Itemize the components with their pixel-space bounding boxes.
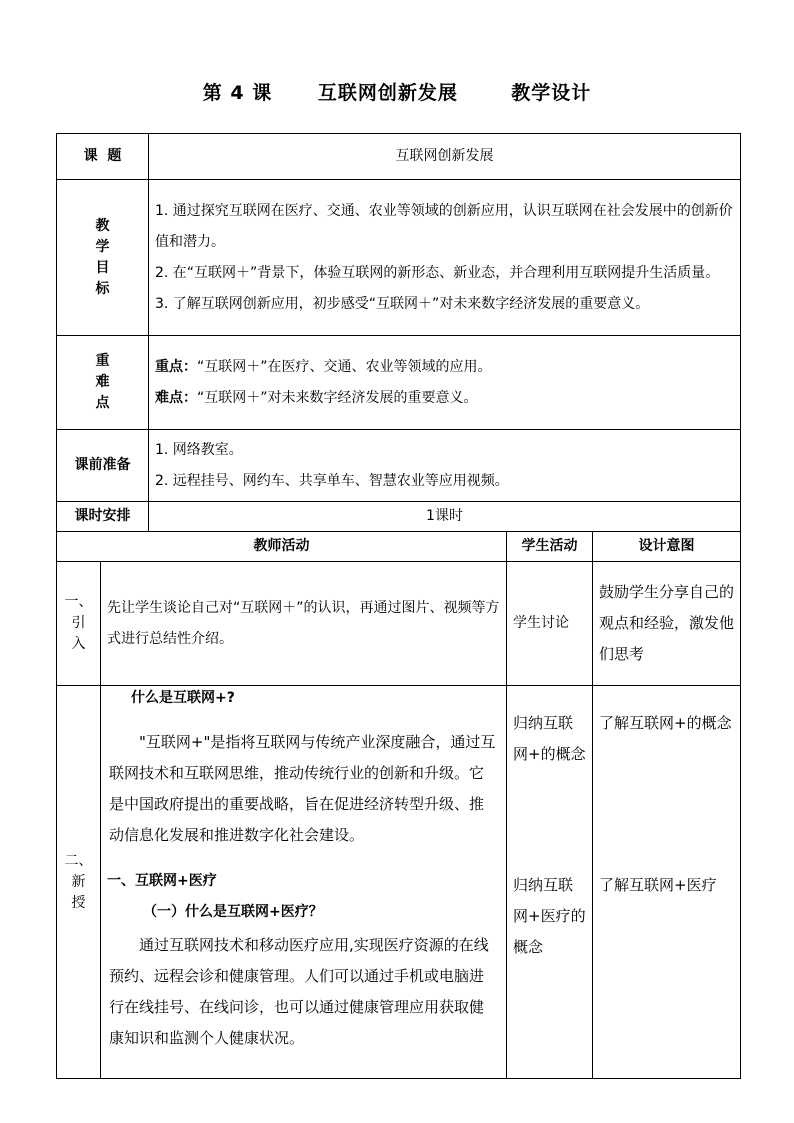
preparation-item: 2. 远程挂号、网约车、共享单车、智慧农业等应用视频。: [155, 472, 509, 489]
objectives-label: [57, 180, 149, 336]
label-char: 目: [95, 259, 110, 276]
objective-item: 1. 通过探究互联网在医疗、交通、农业等领域的创新应用，认识互联网在社会发展中的创新价值和潜力。: [155, 202, 733, 250]
label-char: 二、: [64, 852, 93, 869]
topic-value: 互联网创新发展: [149, 134, 741, 180]
preparation-row: [57, 430, 741, 502]
intro-teacher-activity: [101, 562, 507, 686]
objective-item: 2. 在“互联网＋”背景下，体验互联网的新形态、新业态，并合理利用互联网提升生活质量。: [155, 264, 720, 281]
intro-section-row: [57, 562, 741, 686]
student-activity-2: 归纳互联网+医疗的概念: [513, 876, 586, 956]
section-heading-medical: 一、互联网+医疗: [107, 873, 217, 889]
intro-design-intent: [593, 562, 741, 686]
key-points-row: [57, 336, 741, 430]
intro-label: [57, 562, 101, 686]
label-char: 学: [95, 238, 110, 255]
intro-student-activity: [507, 562, 593, 686]
focus-label: 重点：: [155, 358, 197, 375]
intent-2: 了解互联网+医疗: [599, 876, 717, 894]
intro-intent-text: 鼓励学生分享自己的观点和经验，激发他们思考: [599, 583, 735, 663]
topic-label: 课 题: [57, 134, 149, 180]
what-is-internet-plus-text: "互联网+"是指将互联网与传统产业深度融合，通过互联网技术和互联网思维，推动传统行业的创新和升级。它是中国政府提出的重要战略，旨在促进经济转型升级、推动信息化发展和推进数字化社会建设。: [109, 733, 496, 844]
label-char: 点: [95, 395, 110, 411]
focus-point: [149, 352, 740, 383]
new-design-intent: [593, 686, 741, 1079]
objective-item: 3. 了解互联网创新应用，初步感受“互联网＋”对未来数字经济发展的重要意义。: [155, 295, 650, 312]
medical-text: 通过互联网技术和移动医疗应用,实现医疗资源的在线预约、远程会诊和健康管理。人们可以通过手机或电脑进行在线挂号、在线问诊，也可以通过健康管理应用获取健康知识和监测个人健康状况。: [109, 936, 489, 1047]
intro-teacher-text: 先让学生谈论自己对“互联网＋”的认识，再通过图片、视频等方式进行总结性介绍。: [107, 599, 500, 647]
schedule-row: [57, 502, 741, 532]
key-points-content: [149, 336, 741, 430]
difficulty-text: “互联网＋”对未来数字经济发展的重要意义。: [197, 389, 478, 406]
preparation-label: 课前准备: [57, 430, 149, 502]
label-char: 引: [71, 615, 86, 631]
objectives-content: [149, 180, 741, 336]
preparation-content: [149, 430, 741, 502]
student-activity-1: 归纳互联网+的概念: [513, 714, 586, 763]
what-is-internet-plus-title: 什么是互联网+?: [131, 690, 235, 706]
new-teacher-activity: [101, 686, 507, 1079]
focus-text: “互联网＋”在医疗、交通、农业等领域的应用。: [197, 358, 492, 375]
label-char: 新: [71, 873, 86, 890]
subsection-heading-medical: （一）什么是互联网+医疗？: [143, 904, 323, 920]
difficulty-point: [149, 383, 740, 414]
label-char: 入: [71, 636, 86, 652]
new-section-row: [57, 686, 741, 1079]
schedule-label: 课时安排: [57, 502, 149, 532]
intent-column-header: 设计意图: [593, 532, 741, 562]
document-title: 第 4 课 互联网创新发展 教学设计: [202, 82, 592, 104]
label-char: 重: [95, 353, 110, 369]
label-char: 教: [95, 217, 110, 234]
label-char: 一、: [64, 594, 93, 610]
student-column-header: 学生活动: [507, 532, 593, 562]
intro-student-text: 学生讨论: [513, 615, 569, 631]
intent-1: 了解互联网+的概念: [599, 714, 732, 732]
difficulty-label: 难点：: [155, 389, 197, 406]
label-char: 标: [95, 280, 110, 297]
topic-row: [57, 134, 741, 180]
preparation-item: 1. 网络教室。: [155, 441, 243, 458]
teacher-column-header: 教师活动: [57, 532, 507, 562]
new-label: [57, 686, 101, 1079]
key-points-label: [57, 336, 149, 430]
objectives-row: [57, 180, 741, 336]
lesson-plan-table: [56, 133, 741, 1079]
label-char: 授: [71, 894, 86, 911]
label-char: 难: [95, 374, 110, 390]
schedule-value: 1课时: [149, 502, 741, 532]
new-student-activity: [507, 686, 593, 1079]
column-header-row: [57, 532, 741, 562]
